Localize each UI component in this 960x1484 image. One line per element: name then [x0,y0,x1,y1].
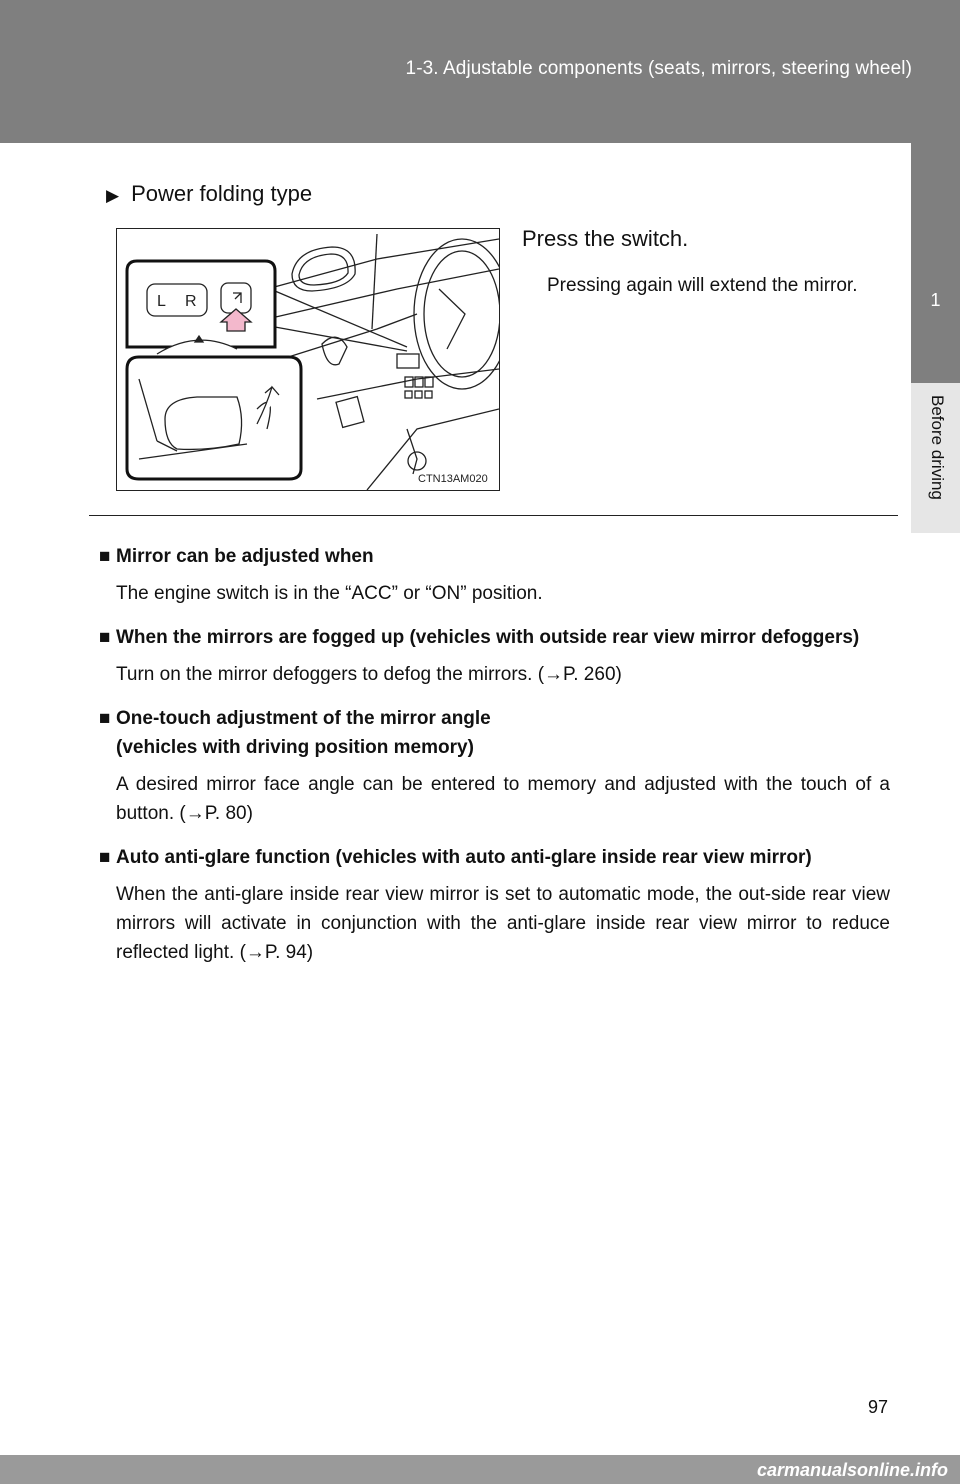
note-heading [99,704,890,762]
note-heading [99,623,890,652]
switch-label-r: R [185,293,197,310]
notes-list [99,542,890,982]
square-bullet-icon: ■ [99,546,111,567]
mirror-switch-illustration [116,228,500,491]
note-body: Turn on the mirror defoggers to defog the mirrors. (→P. 260) [116,664,622,685]
note-heading [99,843,890,872]
note-heading-text: Auto anti-glare function (vehicles with auto anti-glare inside rear view mirror) [116,847,812,868]
square-bullet-icon: ■ [99,627,111,648]
chapter-label-box [911,383,960,533]
page-number: 97 [868,1397,889,1417]
section-divider [89,515,898,516]
instruction-title: Press the switch. [522,226,689,251]
subheading-text: Power folding type [131,181,313,206]
footer-watermark[interactable]: carmanualsonline.info [756,1460,948,1480]
square-bullet-icon: ■ [99,847,111,868]
note-body: A desired mirror face angle can be entered to memory and adjusted with the touch of a button. (→P. 80) [116,774,890,824]
chapter-number: 1 [930,290,941,310]
note-heading-text: When the mirrors are fogged up (vehicles with outside rear view mirror defoggers) [116,627,860,648]
instruction-note: Pressing again will extend the mirror. [547,275,858,296]
note-body: The engine switch is in the “ACC” or “ON” position. [116,583,543,604]
note-heading [99,542,890,571]
note-item [99,623,890,689]
play-marker-icon: ▶ [106,186,120,205]
chapter-label: Before driving [928,395,947,500]
note-body: When the anti-glare inside rear view mirror is set to automatic mode, the out-side rear view mirrors will activate in conjunction with the anti-glare inside rear view mirror to reduce reflected light. (→P. 94) [116,884,890,963]
square-bullet-icon: ■ [99,708,111,729]
illustration-drawing [117,229,499,490]
section-title: 1-3. Adjustable components (seats, mirrors, steering wheel) [405,58,912,79]
switch-label-l: L [157,293,166,310]
note-heading-line: One-touch adjustment of the mirror angle [116,708,491,729]
note-item [99,704,890,828]
note-item [99,542,890,608]
note-heading-line: (vehicles with driving position memory) [116,737,474,758]
chapter-tab [911,143,960,383]
note-heading-text: Mirror can be adjusted when [116,546,374,567]
subheading [106,181,312,207]
note-item [99,843,890,967]
figure-code: CTN13AM020 [418,473,488,485]
